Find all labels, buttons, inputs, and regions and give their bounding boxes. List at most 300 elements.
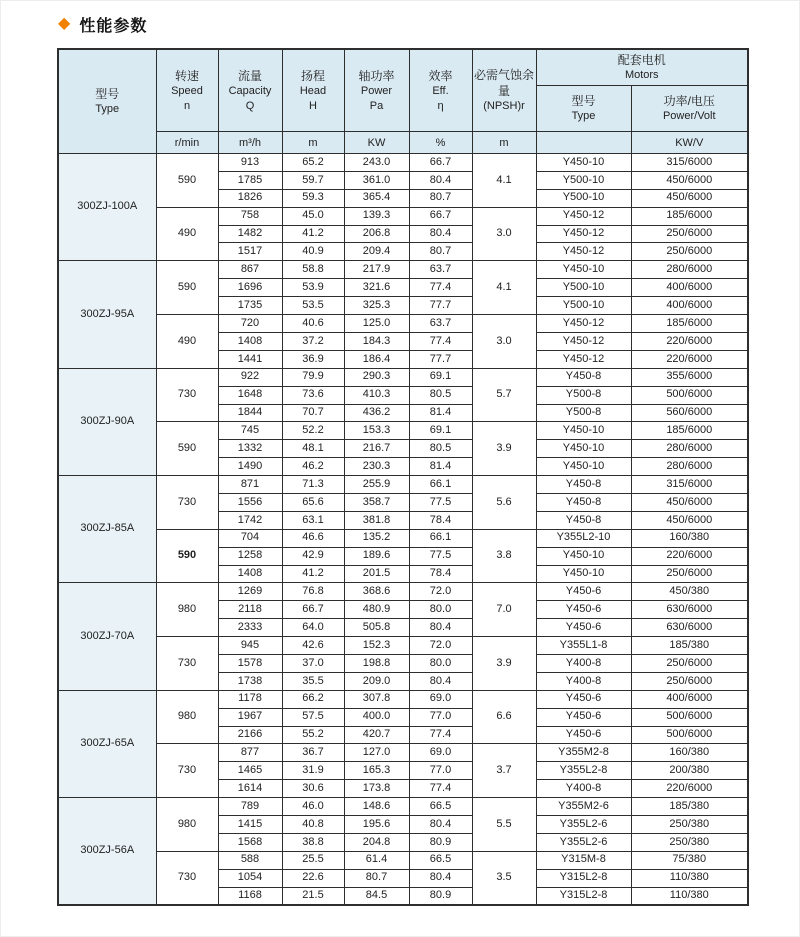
npsh-cell: 4.1 [472, 261, 536, 315]
eff-cell: 77.0 [409, 708, 472, 726]
motor-power-cell: 280/6000 [631, 261, 748, 279]
header-motor-type: 型号 Type [536, 86, 631, 132]
head-cell: 70.7 [282, 404, 344, 422]
model-cell: 300ZJ-56A [58, 798, 156, 905]
table-row [58, 583, 748, 601]
capacity-cell: 1648 [218, 386, 282, 404]
unit-power: KW [344, 132, 409, 154]
head-cell: 76.8 [282, 583, 344, 601]
motor-type-cell: Y450-12 [536, 207, 631, 225]
power-cell: 189.6 [344, 547, 409, 565]
eff-cell: 80.4 [409, 171, 472, 189]
motor-power-cell: 500/6000 [631, 726, 748, 744]
head-cell: 59.3 [282, 189, 344, 207]
motor-type-cell: Y450-6 [536, 726, 631, 744]
eff-cell: 78.4 [409, 565, 472, 583]
eff-cell: 77.4 [409, 780, 472, 798]
motor-power-cell: 185/380 [631, 637, 748, 655]
motor-power-cell: 250/6000 [631, 672, 748, 690]
eff-cell: 80.4 [409, 225, 472, 243]
capacity-cell: 1482 [218, 225, 282, 243]
unit-capacity: m³/h [218, 132, 282, 154]
head-cell: 66.2 [282, 690, 344, 708]
npsh-cell: 7.0 [472, 583, 536, 637]
power-cell: 243.0 [344, 154, 409, 172]
capacity-cell: 922 [218, 368, 282, 386]
motor-type-cell: Y355L2-8 [536, 762, 631, 780]
motor-power-cell: 280/6000 [631, 440, 748, 458]
motor-power-cell: 220/6000 [631, 780, 748, 798]
table-row [58, 476, 748, 494]
speed-cell: 730 [156, 851, 218, 905]
speed-cell: 590 [156, 422, 218, 476]
power-cell: 307.8 [344, 690, 409, 708]
eff-cell: 80.4 [409, 869, 472, 887]
head-cell: 40.6 [282, 315, 344, 333]
unit-speed: r/min [156, 132, 218, 154]
npsh-cell: 3.9 [472, 637, 536, 691]
motor-type-cell: Y450-10 [536, 422, 631, 440]
motor-power-cell: 250/6000 [631, 225, 748, 243]
table-row [58, 798, 748, 816]
capacity-cell: 1168 [218, 887, 282, 905]
speed-cell: 590 [156, 154, 218, 208]
capacity-cell: 1054 [218, 869, 282, 887]
power-cell: 125.0 [344, 315, 409, 333]
eff-cell: 72.0 [409, 583, 472, 601]
eff-cell: 80.4 [409, 619, 472, 637]
header-capacity: 流量 Capacity Q [218, 49, 282, 132]
motor-power-cell: 450/6000 [631, 189, 748, 207]
motor-type-cell: Y450-6 [536, 583, 631, 601]
eff-cell: 77.4 [409, 279, 472, 297]
head-cell: 48.1 [282, 440, 344, 458]
head-cell: 38.8 [282, 833, 344, 851]
capacity-cell: 704 [218, 529, 282, 547]
power-cell: 361.0 [344, 171, 409, 189]
motor-power-cell: 220/6000 [631, 547, 748, 565]
speed-cell: 590 [156, 529, 218, 583]
motor-power-cell: 110/380 [631, 869, 748, 887]
power-cell: 152.3 [344, 637, 409, 655]
head-cell: 41.2 [282, 225, 344, 243]
capacity-cell: 1735 [218, 297, 282, 315]
speed-cell: 980 [156, 798, 218, 852]
capacity-cell: 1490 [218, 458, 282, 476]
motor-type-cell: Y450-8 [536, 511, 631, 529]
eff-cell: 81.4 [409, 404, 472, 422]
head-cell: 37.0 [282, 654, 344, 672]
motor-type-cell: Y315L2-8 [536, 869, 631, 887]
section-title-row [58, 13, 799, 35]
table-row [58, 422, 748, 440]
motor-type-cell: Y355L2-6 [536, 833, 631, 851]
power-cell: 165.3 [344, 762, 409, 780]
capacity-cell: 1568 [218, 833, 282, 851]
power-cell: 505.8 [344, 619, 409, 637]
head-cell: 36.9 [282, 350, 344, 368]
npsh-cell: 3.5 [472, 851, 536, 905]
model-cell: 300ZJ-90A [58, 368, 156, 475]
power-cell: 184.3 [344, 332, 409, 350]
eff-cell: 80.5 [409, 386, 472, 404]
header-motors: 配套电机 Motors [536, 49, 748, 86]
capacity-cell: 1269 [218, 583, 282, 601]
capacity-cell: 1967 [218, 708, 282, 726]
header-motor-power: 功率/电压 Power/Volt [631, 86, 748, 132]
motor-power-cell: 400/6000 [631, 297, 748, 315]
power-cell: 173.8 [344, 780, 409, 798]
capacity-cell: 871 [218, 476, 282, 494]
eff-cell: 81.4 [409, 458, 472, 476]
head-cell: 65.2 [282, 154, 344, 172]
head-cell: 79.9 [282, 368, 344, 386]
motor-power-cell: 280/6000 [631, 458, 748, 476]
power-cell: 216.7 [344, 440, 409, 458]
motor-type-cell: Y450-10 [536, 565, 631, 583]
capacity-cell: 1826 [218, 189, 282, 207]
motor-type-cell: Y500-10 [536, 189, 631, 207]
motor-power-cell: 400/6000 [631, 690, 748, 708]
table-row [58, 261, 748, 279]
capacity-cell: 1332 [218, 440, 282, 458]
motor-type-cell: Y500-10 [536, 171, 631, 189]
power-cell: 153.3 [344, 422, 409, 440]
header-model: 型号 Type [58, 49, 156, 154]
table-row [58, 154, 748, 172]
eff-cell: 72.0 [409, 637, 472, 655]
eff-cell: 69.1 [409, 368, 472, 386]
speed-cell: 730 [156, 744, 218, 798]
motor-power-cell: 450/6000 [631, 171, 748, 189]
motor-type-cell: Y355M2-8 [536, 744, 631, 762]
motor-type-cell: Y450-8 [536, 476, 631, 494]
table-row [58, 690, 748, 708]
eff-cell: 78.4 [409, 511, 472, 529]
head-cell: 25.5 [282, 851, 344, 869]
unit-motor-type [536, 132, 631, 154]
eff-cell: 66.5 [409, 798, 472, 816]
power-cell: 255.9 [344, 476, 409, 494]
table-row [58, 207, 748, 225]
eff-cell: 77.4 [409, 726, 472, 744]
eff-cell: 77.7 [409, 297, 472, 315]
capacity-cell: 2166 [218, 726, 282, 744]
head-cell: 45.0 [282, 207, 344, 225]
power-cell: 230.3 [344, 458, 409, 476]
model-cell: 300ZJ-85A [58, 476, 156, 583]
eff-cell: 63.7 [409, 261, 472, 279]
motor-type-cell: Y450-6 [536, 601, 631, 619]
power-cell: 436.2 [344, 404, 409, 422]
eff-cell: 77.0 [409, 762, 472, 780]
eff-cell: 69.0 [409, 690, 472, 708]
power-cell: 148.6 [344, 798, 409, 816]
head-cell: 31.9 [282, 762, 344, 780]
eff-cell: 80.9 [409, 887, 472, 905]
capacity-cell: 789 [218, 798, 282, 816]
capacity-cell: 1178 [218, 690, 282, 708]
motor-power-cell: 500/6000 [631, 386, 748, 404]
eff-cell: 66.5 [409, 851, 472, 869]
motor-type-cell: Y450-12 [536, 350, 631, 368]
motor-type-cell: Y450-6 [536, 619, 631, 637]
eff-cell: 80.7 [409, 189, 472, 207]
eff-cell: 77.5 [409, 547, 472, 565]
npsh-cell: 6.6 [472, 690, 536, 744]
motor-type-cell: Y450-10 [536, 154, 631, 172]
head-cell: 36.7 [282, 744, 344, 762]
motor-power-cell: 450/6000 [631, 493, 748, 511]
npsh-cell: 3.9 [472, 422, 536, 476]
power-cell: 204.8 [344, 833, 409, 851]
motor-type-cell: Y355L2-10 [536, 529, 631, 547]
motor-type-cell: Y500-10 [536, 297, 631, 315]
eff-cell: 77.7 [409, 350, 472, 368]
model-cell: 300ZJ-100A [58, 154, 156, 261]
head-cell: 42.9 [282, 547, 344, 565]
table-row [58, 851, 748, 869]
motor-type-cell: Y450-10 [536, 261, 631, 279]
eff-cell: 69.0 [409, 744, 472, 762]
capacity-cell: 588 [218, 851, 282, 869]
motor-type-cell: Y450-12 [536, 332, 631, 350]
head-cell: 42.6 [282, 637, 344, 655]
motor-power-cell: 450/6000 [631, 511, 748, 529]
motor-type-cell: Y500-10 [536, 279, 631, 297]
power-cell: 368.6 [344, 583, 409, 601]
head-cell: 30.6 [282, 780, 344, 798]
npsh-cell: 3.0 [472, 207, 536, 261]
power-cell: 198.8 [344, 654, 409, 672]
header-speed: 转速 Speed n [156, 49, 218, 132]
motor-type-cell: Y450-6 [536, 708, 631, 726]
head-cell: 57.5 [282, 708, 344, 726]
eff-cell: 80.4 [409, 672, 472, 690]
speed-cell: 490 [156, 207, 218, 261]
capacity-cell: 1696 [218, 279, 282, 297]
capacity-cell: 1578 [218, 654, 282, 672]
head-cell: 40.9 [282, 243, 344, 261]
motor-type-cell: Y450-8 [536, 493, 631, 511]
power-cell: 410.3 [344, 386, 409, 404]
power-cell: 321.6 [344, 279, 409, 297]
motor-power-cell: 560/6000 [631, 404, 748, 422]
head-cell: 66.7 [282, 601, 344, 619]
unit-head: m [282, 132, 344, 154]
motor-type-cell: Y450-12 [536, 315, 631, 333]
unit-motor-power: KW/V [631, 132, 748, 154]
capacity-cell: 877 [218, 744, 282, 762]
capacity-cell: 1556 [218, 493, 282, 511]
motor-power-cell: 250/6000 [631, 654, 748, 672]
motor-type-cell: Y450-10 [536, 547, 631, 565]
npsh-cell: 3.8 [472, 529, 536, 583]
motor-power-cell: 500/6000 [631, 708, 748, 726]
speed-cell: 730 [156, 637, 218, 691]
motor-power-cell: 185/6000 [631, 207, 748, 225]
motor-type-cell: Y315M-8 [536, 851, 631, 869]
head-cell: 40.8 [282, 815, 344, 833]
header-npsh: 必需气蚀余量 (NPSH)r [472, 49, 536, 132]
head-cell: 64.0 [282, 619, 344, 637]
eff-cell: 77.4 [409, 332, 472, 350]
head-cell: 46.2 [282, 458, 344, 476]
capacity-cell: 1258 [218, 547, 282, 565]
motor-power-cell: 315/6000 [631, 154, 748, 172]
power-cell: 209.0 [344, 672, 409, 690]
npsh-cell: 5.6 [472, 476, 536, 530]
capacity-cell: 1408 [218, 565, 282, 583]
head-cell: 65.6 [282, 493, 344, 511]
power-cell: 186.4 [344, 350, 409, 368]
head-cell: 41.2 [282, 565, 344, 583]
capacity-cell: 2118 [218, 601, 282, 619]
model-cell: 300ZJ-70A [58, 583, 156, 690]
eff-cell: 80.5 [409, 440, 472, 458]
motor-power-cell: 220/6000 [631, 332, 748, 350]
motor-type-cell: Y450-8 [536, 368, 631, 386]
head-cell: 53.9 [282, 279, 344, 297]
table-row [58, 529, 748, 547]
motor-power-cell: 250/380 [631, 815, 748, 833]
capacity-cell: 1785 [218, 171, 282, 189]
motor-type-cell: Y400-8 [536, 672, 631, 690]
npsh-cell: 3.0 [472, 315, 536, 369]
head-cell: 35.5 [282, 672, 344, 690]
motor-power-cell: 450/380 [631, 583, 748, 601]
motor-type-cell: Y450-6 [536, 690, 631, 708]
model-cell: 300ZJ-65A [58, 690, 156, 797]
power-cell: 400.0 [344, 708, 409, 726]
npsh-cell: 5.5 [472, 798, 536, 852]
table-row [58, 744, 748, 762]
capacity-cell: 1844 [218, 404, 282, 422]
power-cell: 139.3 [344, 207, 409, 225]
capacity-cell: 1614 [218, 780, 282, 798]
capacity-cell: 867 [218, 261, 282, 279]
motor-power-cell: 400/6000 [631, 279, 748, 297]
eff-cell: 66.7 [409, 207, 472, 225]
capacity-cell: 1408 [218, 332, 282, 350]
speed-cell: 490 [156, 315, 218, 369]
motor-power-cell: 185/380 [631, 798, 748, 816]
eff-cell: 66.7 [409, 154, 472, 172]
motor-power-cell: 220/6000 [631, 350, 748, 368]
head-cell: 58.8 [282, 261, 344, 279]
motor-power-cell: 110/380 [631, 887, 748, 905]
capacity-cell: 913 [218, 154, 282, 172]
capacity-cell: 758 [218, 207, 282, 225]
speed-cell: 980 [156, 690, 218, 744]
motor-type-cell: Y450-12 [536, 225, 631, 243]
power-cell: 84.5 [344, 887, 409, 905]
motor-power-cell: 630/6000 [631, 619, 748, 637]
motor-power-cell: 250/6000 [631, 565, 748, 583]
diamond-icon: ◆ [58, 15, 71, 32]
power-cell: 135.2 [344, 529, 409, 547]
head-cell: 71.3 [282, 476, 344, 494]
head-cell: 22.6 [282, 869, 344, 887]
motor-power-cell: 250/380 [631, 833, 748, 851]
eff-cell: 63.7 [409, 315, 472, 333]
npsh-cell: 4.1 [472, 154, 536, 208]
head-cell: 46.6 [282, 529, 344, 547]
motor-power-cell: 200/380 [631, 762, 748, 780]
unit-eff: % [409, 132, 472, 154]
speed-cell: 590 [156, 261, 218, 315]
performance-table [57, 48, 749, 906]
capacity-cell: 1441 [218, 350, 282, 368]
motor-type-cell: Y315L2-8 [536, 887, 631, 905]
power-cell: 290.3 [344, 368, 409, 386]
head-cell: 55.2 [282, 726, 344, 744]
motor-type-cell: Y400-8 [536, 780, 631, 798]
motor-type-cell: Y355L1-8 [536, 637, 631, 655]
power-cell: 80.7 [344, 869, 409, 887]
capacity-cell: 1415 [218, 815, 282, 833]
power-cell: 217.9 [344, 261, 409, 279]
motor-type-cell: Y400-8 [536, 654, 631, 672]
head-cell: 46.0 [282, 798, 344, 816]
power-cell: 127.0 [344, 744, 409, 762]
motor-type-cell: Y355L2-6 [536, 815, 631, 833]
power-cell: 381.8 [344, 511, 409, 529]
motor-power-cell: 250/6000 [631, 243, 748, 261]
capacity-cell: 1517 [218, 243, 282, 261]
unit-npsh: m [472, 132, 536, 154]
motor-power-cell: 315/6000 [631, 476, 748, 494]
head-cell: 53.5 [282, 297, 344, 315]
motor-power-cell: 185/6000 [631, 315, 748, 333]
capacity-cell: 1465 [218, 762, 282, 780]
eff-cell: 80.0 [409, 654, 472, 672]
model-cell: 300ZJ-95A [58, 261, 156, 368]
eff-cell: 80.0 [409, 601, 472, 619]
eff-cell: 80.7 [409, 243, 472, 261]
motor-power-cell: 75/380 [631, 851, 748, 869]
power-cell: 206.8 [344, 225, 409, 243]
capacity-cell: 1742 [218, 511, 282, 529]
capacity-cell: 1738 [218, 672, 282, 690]
power-cell: 480.9 [344, 601, 409, 619]
motor-power-cell: 160/380 [631, 529, 748, 547]
speed-cell: 730 [156, 476, 218, 530]
motor-power-cell: 630/6000 [631, 601, 748, 619]
header-head: 扬程 Head H [282, 49, 344, 132]
speed-cell: 980 [156, 583, 218, 637]
header-eff: 效率 Eff. η [409, 49, 472, 132]
motor-type-cell: Y450-10 [536, 440, 631, 458]
capacity-cell: 2333 [218, 619, 282, 637]
power-cell: 365.4 [344, 189, 409, 207]
eff-cell: 69.1 [409, 422, 472, 440]
eff-cell: 80.4 [409, 815, 472, 833]
eff-cell: 77.5 [409, 493, 472, 511]
motor-power-cell: 355/6000 [631, 368, 748, 386]
npsh-cell: 3.7 [472, 744, 536, 798]
table-row [58, 637, 748, 655]
motor-type-cell: Y450-10 [536, 458, 631, 476]
motor-power-cell: 160/380 [631, 744, 748, 762]
head-cell: 37.2 [282, 332, 344, 350]
eff-cell: 66.1 [409, 529, 472, 547]
head-cell: 52.2 [282, 422, 344, 440]
power-cell: 325.3 [344, 297, 409, 315]
power-cell: 420.7 [344, 726, 409, 744]
power-cell: 358.7 [344, 493, 409, 511]
motor-type-cell: Y500-8 [536, 404, 631, 422]
